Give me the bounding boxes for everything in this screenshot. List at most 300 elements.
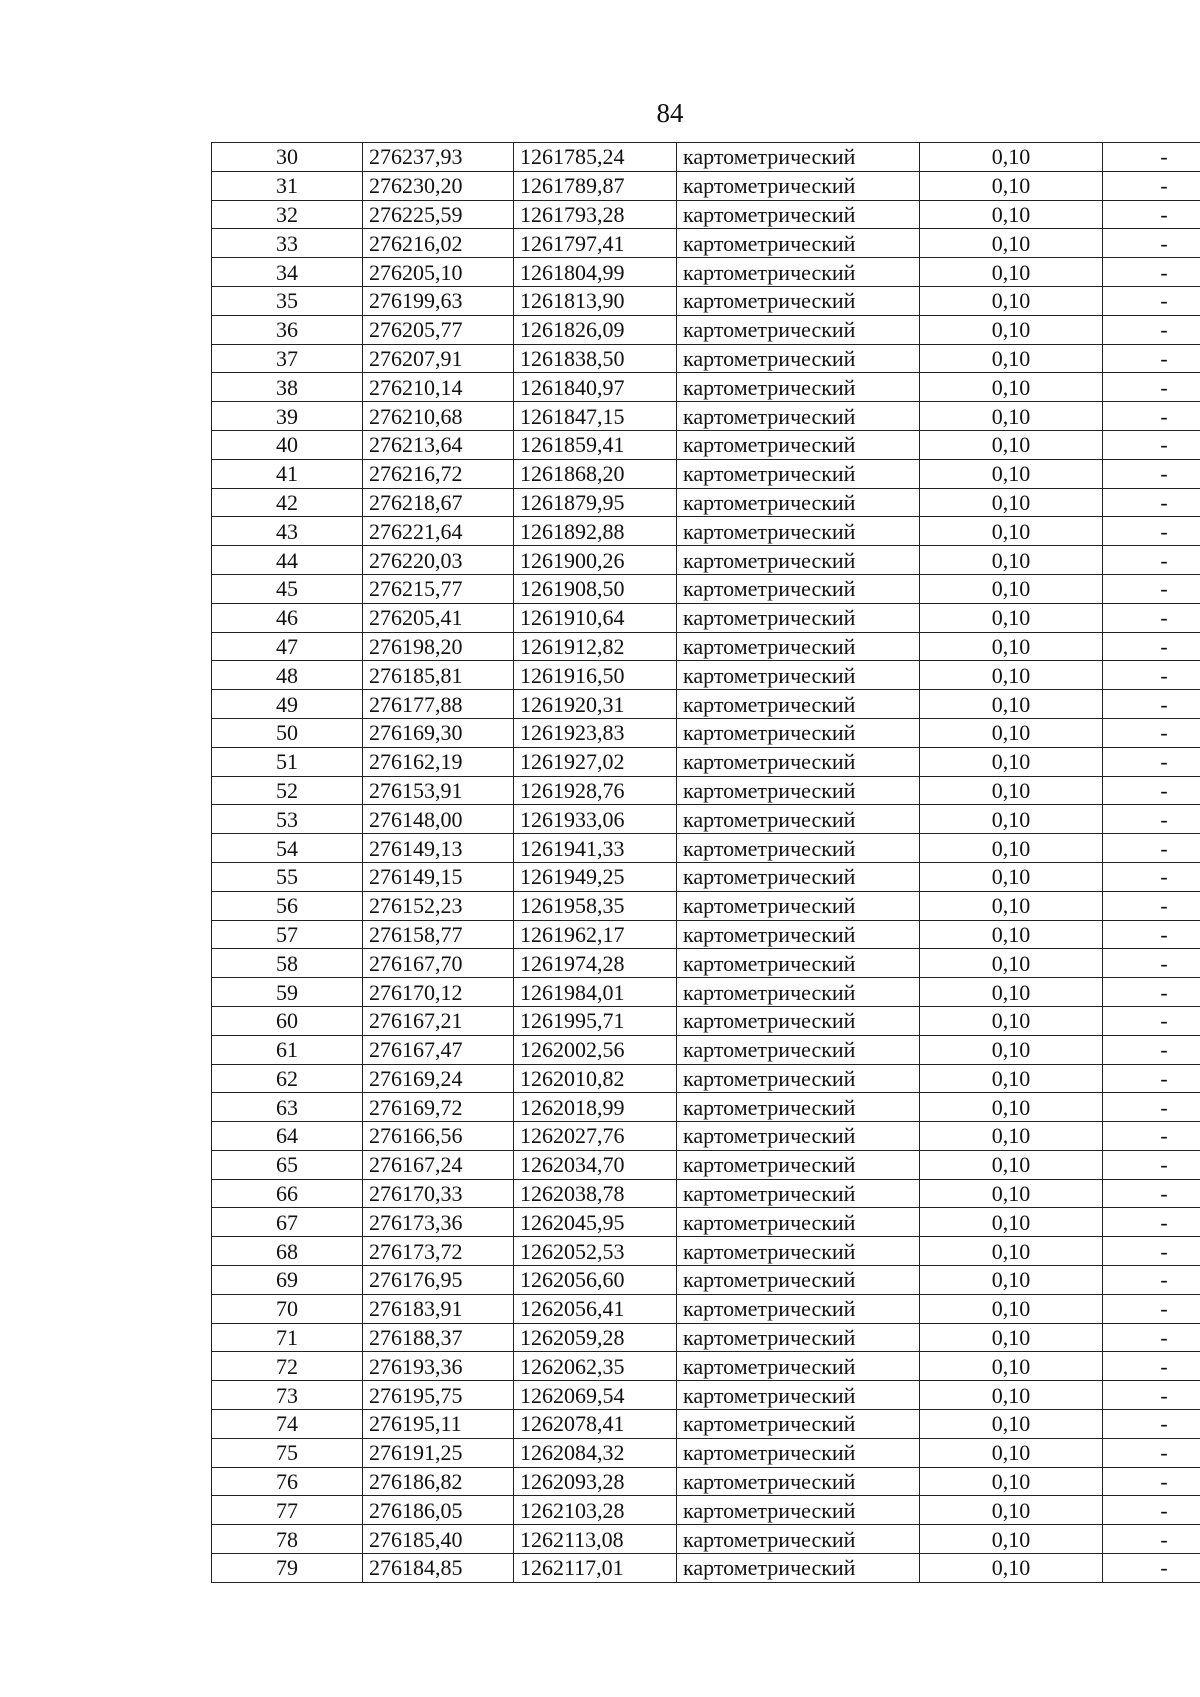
- x-coordinate-cell: 276205,41: [363, 603, 514, 632]
- y-coordinate-cell: 1261797,41: [514, 229, 677, 258]
- note-cell: -: [1103, 603, 1200, 632]
- note-cell: -: [1103, 1496, 1200, 1525]
- y-coordinate-cell: 1261949,25: [514, 862, 677, 891]
- point-number-cell: 72: [212, 1352, 363, 1381]
- note-cell: -: [1103, 920, 1200, 949]
- point-number-cell: 65: [212, 1150, 363, 1179]
- point-number-cell: 79: [212, 1554, 363, 1583]
- x-coordinate-cell: 276198,20: [363, 632, 514, 661]
- table-row: [212, 661, 1200, 690]
- point-number-cell: 36: [212, 315, 363, 344]
- method-cell: картометрический: [677, 1006, 920, 1035]
- table-row: [212, 229, 1200, 258]
- method-cell: картометрический: [677, 517, 920, 546]
- table-row: [212, 920, 1200, 949]
- y-coordinate-cell: 1262113,08: [514, 1525, 677, 1554]
- note-cell: -: [1103, 1150, 1200, 1179]
- method-cell: картометрический: [677, 143, 920, 172]
- table-row: [212, 171, 1200, 200]
- note-cell: -: [1103, 1035, 1200, 1064]
- table-row: [212, 690, 1200, 719]
- x-coordinate-cell: 276193,36: [363, 1352, 514, 1381]
- note-cell: -: [1103, 286, 1200, 315]
- x-coordinate-cell: 276158,77: [363, 920, 514, 949]
- x-coordinate-cell: 276169,72: [363, 1093, 514, 1122]
- method-cell: картометрический: [677, 402, 920, 431]
- note-cell: -: [1103, 1064, 1200, 1093]
- accuracy-cell: 0,10: [920, 862, 1103, 891]
- method-cell: картометрический: [677, 603, 920, 632]
- note-cell: -: [1103, 1525, 1200, 1554]
- point-number-cell: 69: [212, 1266, 363, 1295]
- accuracy-cell: 0,10: [920, 517, 1103, 546]
- table-row: [212, 1294, 1200, 1323]
- y-coordinate-cell: 1261908,50: [514, 574, 677, 603]
- accuracy-cell: 0,10: [920, 344, 1103, 373]
- y-coordinate-cell: 1261868,20: [514, 459, 677, 488]
- point-number-cell: 58: [212, 949, 363, 978]
- method-cell: картометрический: [677, 632, 920, 661]
- y-coordinate-cell: 1261838,50: [514, 344, 677, 373]
- table-row: [212, 1381, 1200, 1410]
- point-number-cell: 56: [212, 891, 363, 920]
- x-coordinate-cell: 276221,64: [363, 517, 514, 546]
- method-cell: картометрический: [677, 200, 920, 229]
- y-coordinate-cell: 1262084,32: [514, 1438, 677, 1467]
- note-cell: -: [1103, 718, 1200, 747]
- point-number-cell: 42: [212, 488, 363, 517]
- accuracy-cell: 0,10: [920, 143, 1103, 172]
- point-number-cell: 73: [212, 1381, 363, 1410]
- method-cell: картометрический: [677, 891, 920, 920]
- accuracy-cell: 0,10: [920, 920, 1103, 949]
- note-cell: -: [1103, 546, 1200, 575]
- x-coordinate-cell: 276199,63: [363, 286, 514, 315]
- method-cell: картометрический: [677, 718, 920, 747]
- y-coordinate-cell: 1261793,28: [514, 200, 677, 229]
- x-coordinate-cell: 276216,02: [363, 229, 514, 258]
- point-number-cell: 43: [212, 517, 363, 546]
- note-cell: -: [1103, 143, 1200, 172]
- accuracy-cell: 0,10: [920, 1525, 1103, 1554]
- y-coordinate-cell: 1261995,71: [514, 1006, 677, 1035]
- x-coordinate-cell: 276205,10: [363, 258, 514, 287]
- accuracy-cell: 0,10: [920, 171, 1103, 200]
- x-coordinate-cell: 276176,95: [363, 1266, 514, 1295]
- table-row: [212, 1352, 1200, 1381]
- accuracy-cell: 0,10: [920, 286, 1103, 315]
- table-row: [212, 603, 1200, 632]
- point-number-cell: 51: [212, 747, 363, 776]
- note-cell: -: [1103, 1381, 1200, 1410]
- x-coordinate-cell: 276173,36: [363, 1208, 514, 1237]
- point-number-cell: 74: [212, 1410, 363, 1439]
- point-number-cell: 75: [212, 1438, 363, 1467]
- point-number-cell: 49: [212, 690, 363, 719]
- table-row: [212, 344, 1200, 373]
- point-number-cell: 34: [212, 258, 363, 287]
- method-cell: картометрический: [677, 949, 920, 978]
- point-number-cell: 63: [212, 1093, 363, 1122]
- note-cell: -: [1103, 891, 1200, 920]
- point-number-cell: 62: [212, 1064, 363, 1093]
- table-row: [212, 1122, 1200, 1151]
- table-row: [212, 978, 1200, 1007]
- y-coordinate-cell: 1262056,41: [514, 1294, 677, 1323]
- point-number-cell: 44: [212, 546, 363, 575]
- note-cell: -: [1103, 661, 1200, 690]
- table-row: [212, 1438, 1200, 1467]
- accuracy-cell: 0,10: [920, 891, 1103, 920]
- note-cell: -: [1103, 690, 1200, 719]
- method-cell: картометрический: [677, 661, 920, 690]
- accuracy-cell: 0,10: [920, 1352, 1103, 1381]
- x-coordinate-cell: 276186,05: [363, 1496, 514, 1525]
- x-coordinate-cell: 276186,82: [363, 1467, 514, 1496]
- point-number-cell: 38: [212, 373, 363, 402]
- note-cell: -: [1103, 1208, 1200, 1237]
- table-row: [212, 834, 1200, 863]
- y-coordinate-cell: 1261916,50: [514, 661, 677, 690]
- method-cell: картометрический: [677, 1208, 920, 1237]
- y-coordinate-cell: 1261804,99: [514, 258, 677, 287]
- note-cell: -: [1103, 1294, 1200, 1323]
- y-coordinate-cell: 1262034,70: [514, 1150, 677, 1179]
- point-number-cell: 55: [212, 862, 363, 891]
- y-coordinate-cell: 1261941,33: [514, 834, 677, 863]
- point-number-cell: 40: [212, 430, 363, 459]
- point-number-cell: 66: [212, 1179, 363, 1208]
- table-row: [212, 574, 1200, 603]
- table-row: [212, 1554, 1200, 1583]
- x-coordinate-cell: 276195,75: [363, 1381, 514, 1410]
- x-coordinate-cell: 276149,15: [363, 862, 514, 891]
- x-coordinate-cell: 276188,37: [363, 1323, 514, 1352]
- point-number-cell: 37: [212, 344, 363, 373]
- method-cell: картометрический: [677, 747, 920, 776]
- table-row: [212, 1496, 1200, 1525]
- y-coordinate-cell: 1262062,35: [514, 1352, 677, 1381]
- x-coordinate-cell: 276225,59: [363, 200, 514, 229]
- accuracy-cell: 0,10: [920, 718, 1103, 747]
- accuracy-cell: 0,10: [920, 1496, 1103, 1525]
- accuracy-cell: 0,10: [920, 1294, 1103, 1323]
- point-number-cell: 68: [212, 1237, 363, 1266]
- x-coordinate-cell: 276167,70: [363, 949, 514, 978]
- table-row: [212, 1064, 1200, 1093]
- table-row: [212, 373, 1200, 402]
- accuracy-cell: 0,10: [920, 1237, 1103, 1266]
- point-number-cell: 57: [212, 920, 363, 949]
- table-row: [212, 1179, 1200, 1208]
- x-coordinate-cell: 276162,19: [363, 747, 514, 776]
- y-coordinate-cell: 1262018,99: [514, 1093, 677, 1122]
- method-cell: картометрический: [677, 1237, 920, 1266]
- x-coordinate-cell: 276218,67: [363, 488, 514, 517]
- table-row: [212, 546, 1200, 575]
- point-number-cell: 52: [212, 776, 363, 805]
- table-row: [212, 315, 1200, 344]
- method-cell: картометрический: [677, 920, 920, 949]
- method-cell: картометрический: [677, 430, 920, 459]
- x-coordinate-cell: 276230,20: [363, 171, 514, 200]
- method-cell: картометрический: [677, 1122, 920, 1151]
- note-cell: -: [1103, 488, 1200, 517]
- table-row: [212, 517, 1200, 546]
- x-coordinate-cell: 276210,68: [363, 402, 514, 431]
- method-cell: картометрический: [677, 546, 920, 575]
- table-row: [212, 776, 1200, 805]
- point-number-cell: 54: [212, 834, 363, 863]
- method-cell: картометрический: [677, 258, 920, 287]
- note-cell: -: [1103, 862, 1200, 891]
- accuracy-cell: 0,10: [920, 776, 1103, 805]
- accuracy-cell: 0,10: [920, 1064, 1103, 1093]
- table-row: [212, 1467, 1200, 1496]
- method-cell: картометрический: [677, 1064, 920, 1093]
- x-coordinate-cell: 276195,11: [363, 1410, 514, 1439]
- y-coordinate-cell: 1261892,88: [514, 517, 677, 546]
- note-cell: -: [1103, 373, 1200, 402]
- method-cell: картометрический: [677, 1525, 920, 1554]
- y-coordinate-cell: 1261879,95: [514, 488, 677, 517]
- point-number-cell: 78: [212, 1525, 363, 1554]
- y-coordinate-cell: 1262117,01: [514, 1554, 677, 1583]
- accuracy-cell: 0,10: [920, 747, 1103, 776]
- note-cell: -: [1103, 632, 1200, 661]
- table-row: [212, 718, 1200, 747]
- point-number-cell: 71: [212, 1323, 363, 1352]
- y-coordinate-cell: 1262045,95: [514, 1208, 677, 1237]
- point-number-cell: 35: [212, 286, 363, 315]
- point-number-cell: 47: [212, 632, 363, 661]
- y-coordinate-cell: 1261927,02: [514, 747, 677, 776]
- x-coordinate-cell: 276237,93: [363, 143, 514, 172]
- accuracy-cell: 0,10: [920, 805, 1103, 834]
- point-number-cell: 33: [212, 229, 363, 258]
- accuracy-cell: 0,10: [920, 1554, 1103, 1583]
- table-row: [212, 430, 1200, 459]
- y-coordinate-cell: 1261958,35: [514, 891, 677, 920]
- y-coordinate-cell: 1261785,24: [514, 143, 677, 172]
- y-coordinate-cell: 1261920,31: [514, 690, 677, 719]
- accuracy-cell: 0,10: [920, 1438, 1103, 1467]
- accuracy-cell: 0,10: [920, 1035, 1103, 1064]
- table-row: [212, 143, 1200, 172]
- note-cell: -: [1103, 834, 1200, 863]
- y-coordinate-cell: 1262069,54: [514, 1381, 677, 1410]
- accuracy-cell: 0,10: [920, 402, 1103, 431]
- y-coordinate-cell: 1261813,90: [514, 286, 677, 315]
- accuracy-cell: 0,10: [920, 1467, 1103, 1496]
- accuracy-cell: 0,10: [920, 430, 1103, 459]
- method-cell: картометрический: [677, 1410, 920, 1439]
- x-coordinate-cell: 276167,21: [363, 1006, 514, 1035]
- y-coordinate-cell: 1262052,53: [514, 1237, 677, 1266]
- accuracy-cell: 0,10: [920, 603, 1103, 632]
- method-cell: картометрический: [677, 229, 920, 258]
- y-coordinate-cell: 1262103,28: [514, 1496, 677, 1525]
- y-coordinate-cell: 1261933,06: [514, 805, 677, 834]
- x-coordinate-cell: 276205,77: [363, 315, 514, 344]
- x-coordinate-cell: 276177,88: [363, 690, 514, 719]
- table-row: [212, 949, 1200, 978]
- x-coordinate-cell: 276167,24: [363, 1150, 514, 1179]
- point-number-cell: 39: [212, 402, 363, 431]
- note-cell: -: [1103, 1467, 1200, 1496]
- x-coordinate-cell: 276149,13: [363, 834, 514, 863]
- accuracy-cell: 0,10: [920, 546, 1103, 575]
- note-cell: -: [1103, 517, 1200, 546]
- y-coordinate-cell: 1261859,41: [514, 430, 677, 459]
- x-coordinate-cell: 276169,24: [363, 1064, 514, 1093]
- note-cell: -: [1103, 430, 1200, 459]
- table-row: [212, 1035, 1200, 1064]
- accuracy-cell: 0,10: [920, 1093, 1103, 1122]
- method-cell: картометрический: [677, 690, 920, 719]
- accuracy-cell: 0,10: [920, 1006, 1103, 1035]
- table-row: [212, 1410, 1200, 1439]
- table-row: [212, 258, 1200, 287]
- x-coordinate-cell: 276215,77: [363, 574, 514, 603]
- y-coordinate-cell: 1261962,17: [514, 920, 677, 949]
- note-cell: -: [1103, 1352, 1200, 1381]
- point-number-cell: 45: [212, 574, 363, 603]
- note-cell: -: [1103, 1323, 1200, 1352]
- method-cell: картометрический: [677, 171, 920, 200]
- table-row: [212, 747, 1200, 776]
- table-row: [212, 459, 1200, 488]
- x-coordinate-cell: 276207,91: [363, 344, 514, 373]
- point-number-cell: 32: [212, 200, 363, 229]
- note-cell: -: [1103, 1237, 1200, 1266]
- x-coordinate-cell: 276170,12: [363, 978, 514, 1007]
- accuracy-cell: 0,10: [920, 1381, 1103, 1410]
- y-coordinate-cell: 1261789,87: [514, 171, 677, 200]
- note-cell: -: [1103, 1410, 1200, 1439]
- y-coordinate-cell: 1261984,01: [514, 978, 677, 1007]
- accuracy-cell: 0,10: [920, 949, 1103, 978]
- table-row: [212, 891, 1200, 920]
- note-cell: -: [1103, 258, 1200, 287]
- coordinates-table-body: [212, 143, 1200, 1583]
- note-cell: -: [1103, 200, 1200, 229]
- method-cell: картометрический: [677, 1554, 920, 1583]
- accuracy-cell: 0,10: [920, 1179, 1103, 1208]
- method-cell: картометрический: [677, 488, 920, 517]
- method-cell: картометрический: [677, 1467, 920, 1496]
- note-cell: -: [1103, 344, 1200, 373]
- method-cell: картометрический: [677, 1093, 920, 1122]
- method-cell: картометрический: [677, 1381, 920, 1410]
- table-row: [212, 632, 1200, 661]
- accuracy-cell: 0,10: [920, 661, 1103, 690]
- method-cell: картометрический: [677, 574, 920, 603]
- method-cell: картометрический: [677, 1352, 920, 1381]
- method-cell: картометрический: [677, 1150, 920, 1179]
- method-cell: картометрический: [677, 459, 920, 488]
- method-cell: картометрический: [677, 834, 920, 863]
- note-cell: -: [1103, 978, 1200, 1007]
- x-coordinate-cell: 276183,91: [363, 1294, 514, 1323]
- x-coordinate-cell: 276166,56: [363, 1122, 514, 1151]
- x-coordinate-cell: 276173,72: [363, 1237, 514, 1266]
- accuracy-cell: 0,10: [920, 834, 1103, 863]
- note-cell: -: [1103, 1554, 1200, 1583]
- point-number-cell: 60: [212, 1006, 363, 1035]
- point-number-cell: 41: [212, 459, 363, 488]
- table-row: [212, 402, 1200, 431]
- accuracy-cell: 0,10: [920, 258, 1103, 287]
- table-row: [212, 1237, 1200, 1266]
- accuracy-cell: 0,10: [920, 1266, 1103, 1295]
- y-coordinate-cell: 1261910,64: [514, 603, 677, 632]
- note-cell: -: [1103, 574, 1200, 603]
- method-cell: картометрический: [677, 1323, 920, 1352]
- point-number-cell: 50: [212, 718, 363, 747]
- note-cell: -: [1103, 315, 1200, 344]
- accuracy-cell: 0,10: [920, 632, 1103, 661]
- method-cell: картометрический: [677, 286, 920, 315]
- point-number-cell: 59: [212, 978, 363, 1007]
- accuracy-cell: 0,10: [920, 1122, 1103, 1151]
- table-row: [212, 286, 1200, 315]
- method-cell: картометрический: [677, 978, 920, 1007]
- accuracy-cell: 0,10: [920, 459, 1103, 488]
- method-cell: картометрический: [677, 776, 920, 805]
- x-coordinate-cell: 276185,81: [363, 661, 514, 690]
- note-cell: -: [1103, 949, 1200, 978]
- method-cell: картометрический: [677, 315, 920, 344]
- y-coordinate-cell: 1261928,76: [514, 776, 677, 805]
- accuracy-cell: 0,10: [920, 1410, 1103, 1439]
- y-coordinate-cell: 1262078,41: [514, 1410, 677, 1439]
- point-number-cell: 61: [212, 1035, 363, 1064]
- method-cell: картометрический: [677, 1496, 920, 1525]
- table-row: [212, 805, 1200, 834]
- y-coordinate-cell: 1261912,82: [514, 632, 677, 661]
- method-cell: картометрический: [677, 1035, 920, 1064]
- point-number-cell: 67: [212, 1208, 363, 1237]
- table-row: [212, 1266, 1200, 1295]
- note-cell: -: [1103, 1179, 1200, 1208]
- point-number-cell: 76: [212, 1467, 363, 1496]
- x-coordinate-cell: 276213,64: [363, 430, 514, 459]
- method-cell: картометрический: [677, 1294, 920, 1323]
- x-coordinate-cell: 276169,30: [363, 718, 514, 747]
- note-cell: -: [1103, 1093, 1200, 1122]
- note-cell: -: [1103, 402, 1200, 431]
- accuracy-cell: 0,10: [920, 574, 1103, 603]
- y-coordinate-cell: 1261826,09: [514, 315, 677, 344]
- point-number-cell: 70: [212, 1294, 363, 1323]
- x-coordinate-cell: 276216,72: [363, 459, 514, 488]
- y-coordinate-cell: 1262038,78: [514, 1179, 677, 1208]
- method-cell: картометрический: [677, 805, 920, 834]
- method-cell: картометрический: [677, 862, 920, 891]
- x-coordinate-cell: 276184,85: [363, 1554, 514, 1583]
- point-number-cell: 53: [212, 805, 363, 834]
- page-number: 84: [656, 98, 684, 128]
- y-coordinate-cell: 1261900,26: [514, 546, 677, 575]
- accuracy-cell: 0,10: [920, 373, 1103, 402]
- y-coordinate-cell: 1262059,28: [514, 1323, 677, 1352]
- y-coordinate-cell: 1261840,97: [514, 373, 677, 402]
- x-coordinate-cell: 276220,03: [363, 546, 514, 575]
- y-coordinate-cell: 1262027,76: [514, 1122, 677, 1151]
- note-cell: -: [1103, 1006, 1200, 1035]
- x-coordinate-cell: 276152,23: [363, 891, 514, 920]
